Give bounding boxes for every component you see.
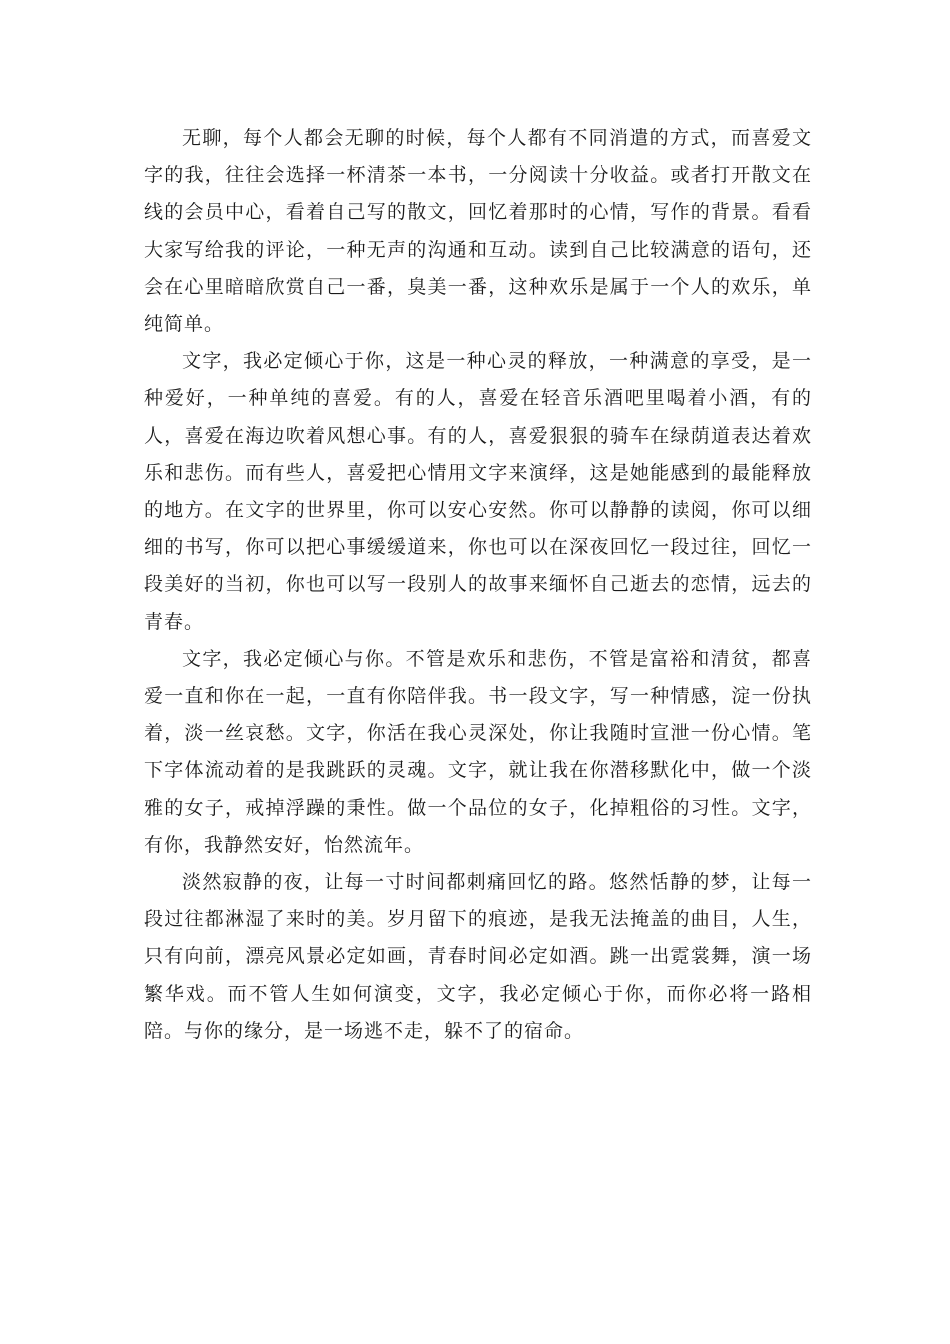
paragraph-2: 文字，我必定倾心于你，这是一种心灵的释放，一种满意的享受，是一种爱好，一种单纯的喜爱。有的人，喜爱在轻音乐酒吧里喝着小酒，有的人，喜爱在海边吹着风想心事。有的人，喜爱狠狠的骑车在绿荫道表达着欢乐和悲伤。而有些人，喜爱把心情用文字来演绎，这是她能感到的最能释放的地方。在文字的世界里，你可以安心安然。你可以静静的读阅，你可以细细的书写，你可以把心事缓缓道来，你也可以在深夜回忆一段过往，回忆一段美好的当初，你也可以写一段别人的故事来缅怀自己逝去的恋情，远去的青春。 (144, 350, 812, 633)
paragraph-4: 淡然寂静的夜，让每一寸时间都刺痛回忆的路。悠然恬静的梦，让每一段过往都淋湿了来时的美。岁月留下的痕迹，是我无法掩盖的曲目，人生，只有向前，漂亮风景必定如画，青春时间必定如酒。跳一出霓裳舞，演一场繁华戏。而不管人生如何演变，文字，我必定倾心于你，而你必将一路相陪。与你的缘分，是一场逃不走，躲不了的宿命。 (144, 871, 812, 1042)
document-body (144, 120, 812, 1050)
paragraph-3: 文字，我必定倾心与你。不管是欢乐和悲伤，不管是富裕和清贫，都喜爱一直和你在一起，一直有你陪伴我。书一段文字，写一种情感，淀一份执着，淡一丝哀愁。文字，你活在我心灵深处，你让我随时宣泄一份心情。笔下字体流动着的是我跳跃的灵魂。文字，就让我在你潜移默化中，做一个淡雅的女子，戒掉浮躁的秉性。做一个品位的女子，化掉粗俗的习性。文字，有你，我静然安好，怡然流年。 (144, 647, 812, 856)
paragraph-1: 无聊，每个人都会无聊的时候，每个人都有不同消遣的方式，而喜爱文字的我，往往会选择一杯清茶一本书，一分阅读十分收益。或者打开散文在线的会员中心，看着自己写的散文，回忆着那时的心情，写作的背景。看看大家写给我的评论，一种无声的沟通和互动。读到自己比较满意的语句，还会在心里暗暗欣赏自己一番，臭美一番，这种欢乐是属于一个人的欢乐，单纯简单。 (144, 127, 812, 336)
